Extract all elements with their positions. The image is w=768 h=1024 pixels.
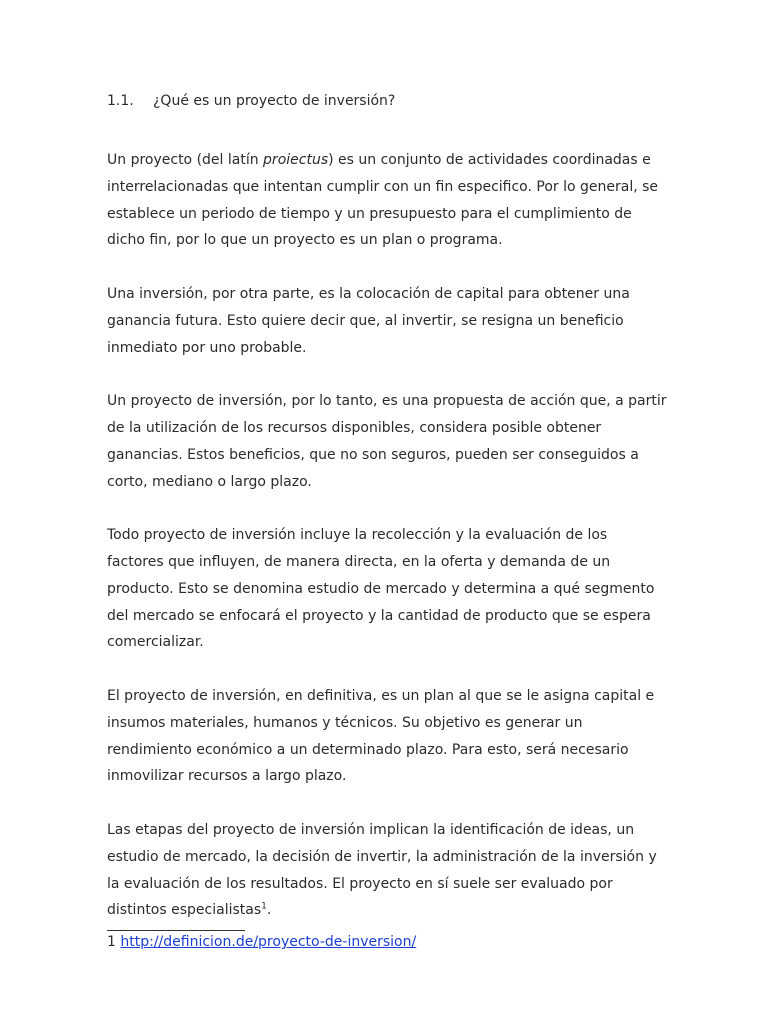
paragraph-1-before: Un proyecto (del latín xyxy=(107,152,264,168)
paragraph-6-end: . xyxy=(266,902,272,919)
footnote-separator xyxy=(107,930,245,931)
paragraph-4: Todo proyecto de inversión incluye la recolección y la evaluación de los factores que influyen, de manera directa, en la oferta y demanda de un producto. Esto se denomina estudio de mercado y determina a qué segmento del mercado se enfocará el proyecto y la cantidad de producto que se espera comercializar. xyxy=(107,527,655,651)
paragraph-6-text: Las etapas del proyecto de inversión implican la identificación de ideas, un estudio de mercado, la decisión de invertir, la administración de la inversión y la evaluación de los resultados. El proyecto en sí suele ser evaluado por distintos especialistas xyxy=(107,822,657,919)
document-body xyxy=(107,88,667,951)
paragraph-1 xyxy=(107,147,667,254)
footnote-link[interactable]: http://definicion.de/proyecto-de-inversion/ xyxy=(120,934,417,950)
section-number: 1.1. xyxy=(107,93,134,109)
paragraph-5: El proyecto de inversión, en definitiva, es un plan al que se le asigna capital e insumos materiales, humanos y técnicos. Su objetivo es generar un rendimiento económico a un determinado plazo. Para esto, será necesario inmovilizar recursos a largo plazo. xyxy=(107,688,655,785)
section-heading xyxy=(107,88,667,114)
footnote-reference[interactable]: 1 xyxy=(261,901,267,912)
footnote xyxy=(107,933,667,951)
paragraph-6 xyxy=(107,817,667,924)
paragraph-1-after: ) es un conjunto de actividades coordinadas e interrelacionadas que intentan cumplir con un fin especifico. Por lo general, se establece un periodo de tiempo y un presupuesto para el cumplimiento de dicho fin, por lo que un proyecto es un plan o programa. xyxy=(107,152,659,249)
section-title: ¿Qué es un proyecto de inversión? xyxy=(153,93,396,109)
paragraph-2: Una inversión, por otra parte, es la colocación de capital para obtener una ganancia futura. Esto quiere decir que, al invertir, se resigna un beneficio inmediato por uno probable. xyxy=(107,286,630,356)
paragraph-1-italic: proiectus xyxy=(263,152,329,168)
footnote-number: 1 xyxy=(107,934,116,950)
paragraph-3: Un proyecto de inversión, por lo tanto, es una propuesta de acción que, a partir de la utilización de los recursos disponibles, considera posible obtener ganancias. Estos beneficios, que no son seguros, pueden ser conseguidos a corto, mediano o largo plazo. xyxy=(107,393,667,490)
